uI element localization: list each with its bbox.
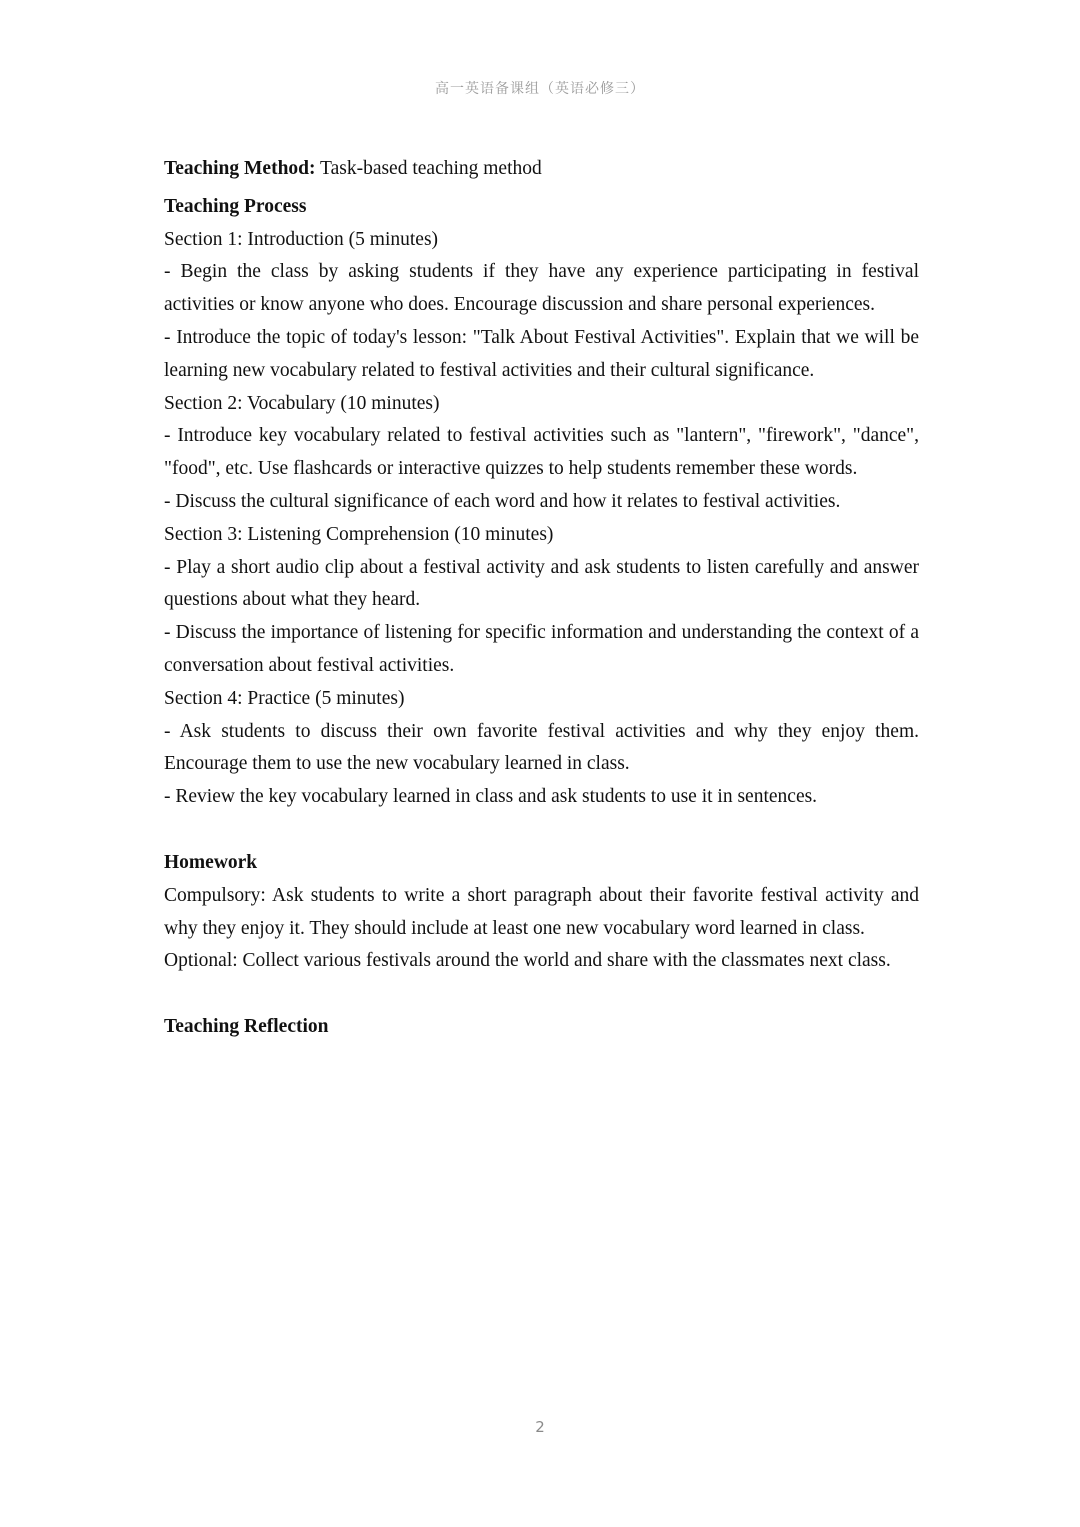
running-header: 高一英语备课组（英语必修三） xyxy=(435,81,645,97)
section-1-item: - Introduce the topic of today's lesson: "Talk About Festival Activities". Explain that we will be learning new vocabulary related to festival activities and their cultural significance. xyxy=(164,326,919,381)
section-3-item: - Discuss the importance of listening for specific information and understanding the context of a conversation about festival activities. xyxy=(164,622,919,676)
section-1-title: Section 1: Introduction (5 minutes) xyxy=(164,228,439,250)
page-number: 2 xyxy=(535,1418,545,1436)
homework-heading: Homework xyxy=(164,851,258,873)
teaching-method-line xyxy=(164,153,919,186)
section-4-item: - Ask students to discuss their own favorite festival activities and why they enjoy them. Encourage them to use the new vocabulary learned in class. xyxy=(164,720,919,775)
homework-optional: Optional: Collect various festivals around the world and share with the classmates next class. xyxy=(164,950,891,972)
document-body xyxy=(164,153,919,1044)
section-3-title: Section 3: Listening Comprehension (10 minutes) xyxy=(164,523,554,545)
section-4-item: - Review the key vocabulary learned in class and ask students to use it in sentences. xyxy=(164,786,818,808)
teaching-method-value: Task-based teaching method xyxy=(320,158,542,179)
section-2-item: - Discuss the cultural significance of each word and how it relates to festival activities. xyxy=(164,490,841,512)
section-1-item: - Begin the class by asking students if they have any experience participating in festival activities or know anyone who does. Encourage discussion and share personal experiences. xyxy=(164,261,919,316)
section-4-title: Section 4: Practice (5 minutes) xyxy=(164,687,405,709)
section-2-title: Section 2: Vocabulary (10 minutes) xyxy=(164,392,440,414)
teaching-method-label: Teaching Method: xyxy=(164,158,316,179)
homework-compulsory: Compulsory: Ask students to write a short paragraph about their favorite festival activity and why they enjoy it. They should include at least one new vocabulary word learned in class. xyxy=(164,884,919,939)
section-2-item: - Introduce key vocabulary related to festival activities such as "lantern", "firework", "dance", "food", etc. Use flashcards or interactive quizzes to help students remember these words. xyxy=(164,425,919,480)
spacer xyxy=(164,814,919,847)
teaching-process-heading: Teaching Process xyxy=(164,195,307,217)
section-3-item: - Play a short audio clip about a festival activity and ask students to listen carefully and answer questions about what they heard. xyxy=(164,556,919,611)
teaching-reflection-heading: Teaching Reflection xyxy=(164,1016,329,1038)
spacer xyxy=(164,978,919,1011)
